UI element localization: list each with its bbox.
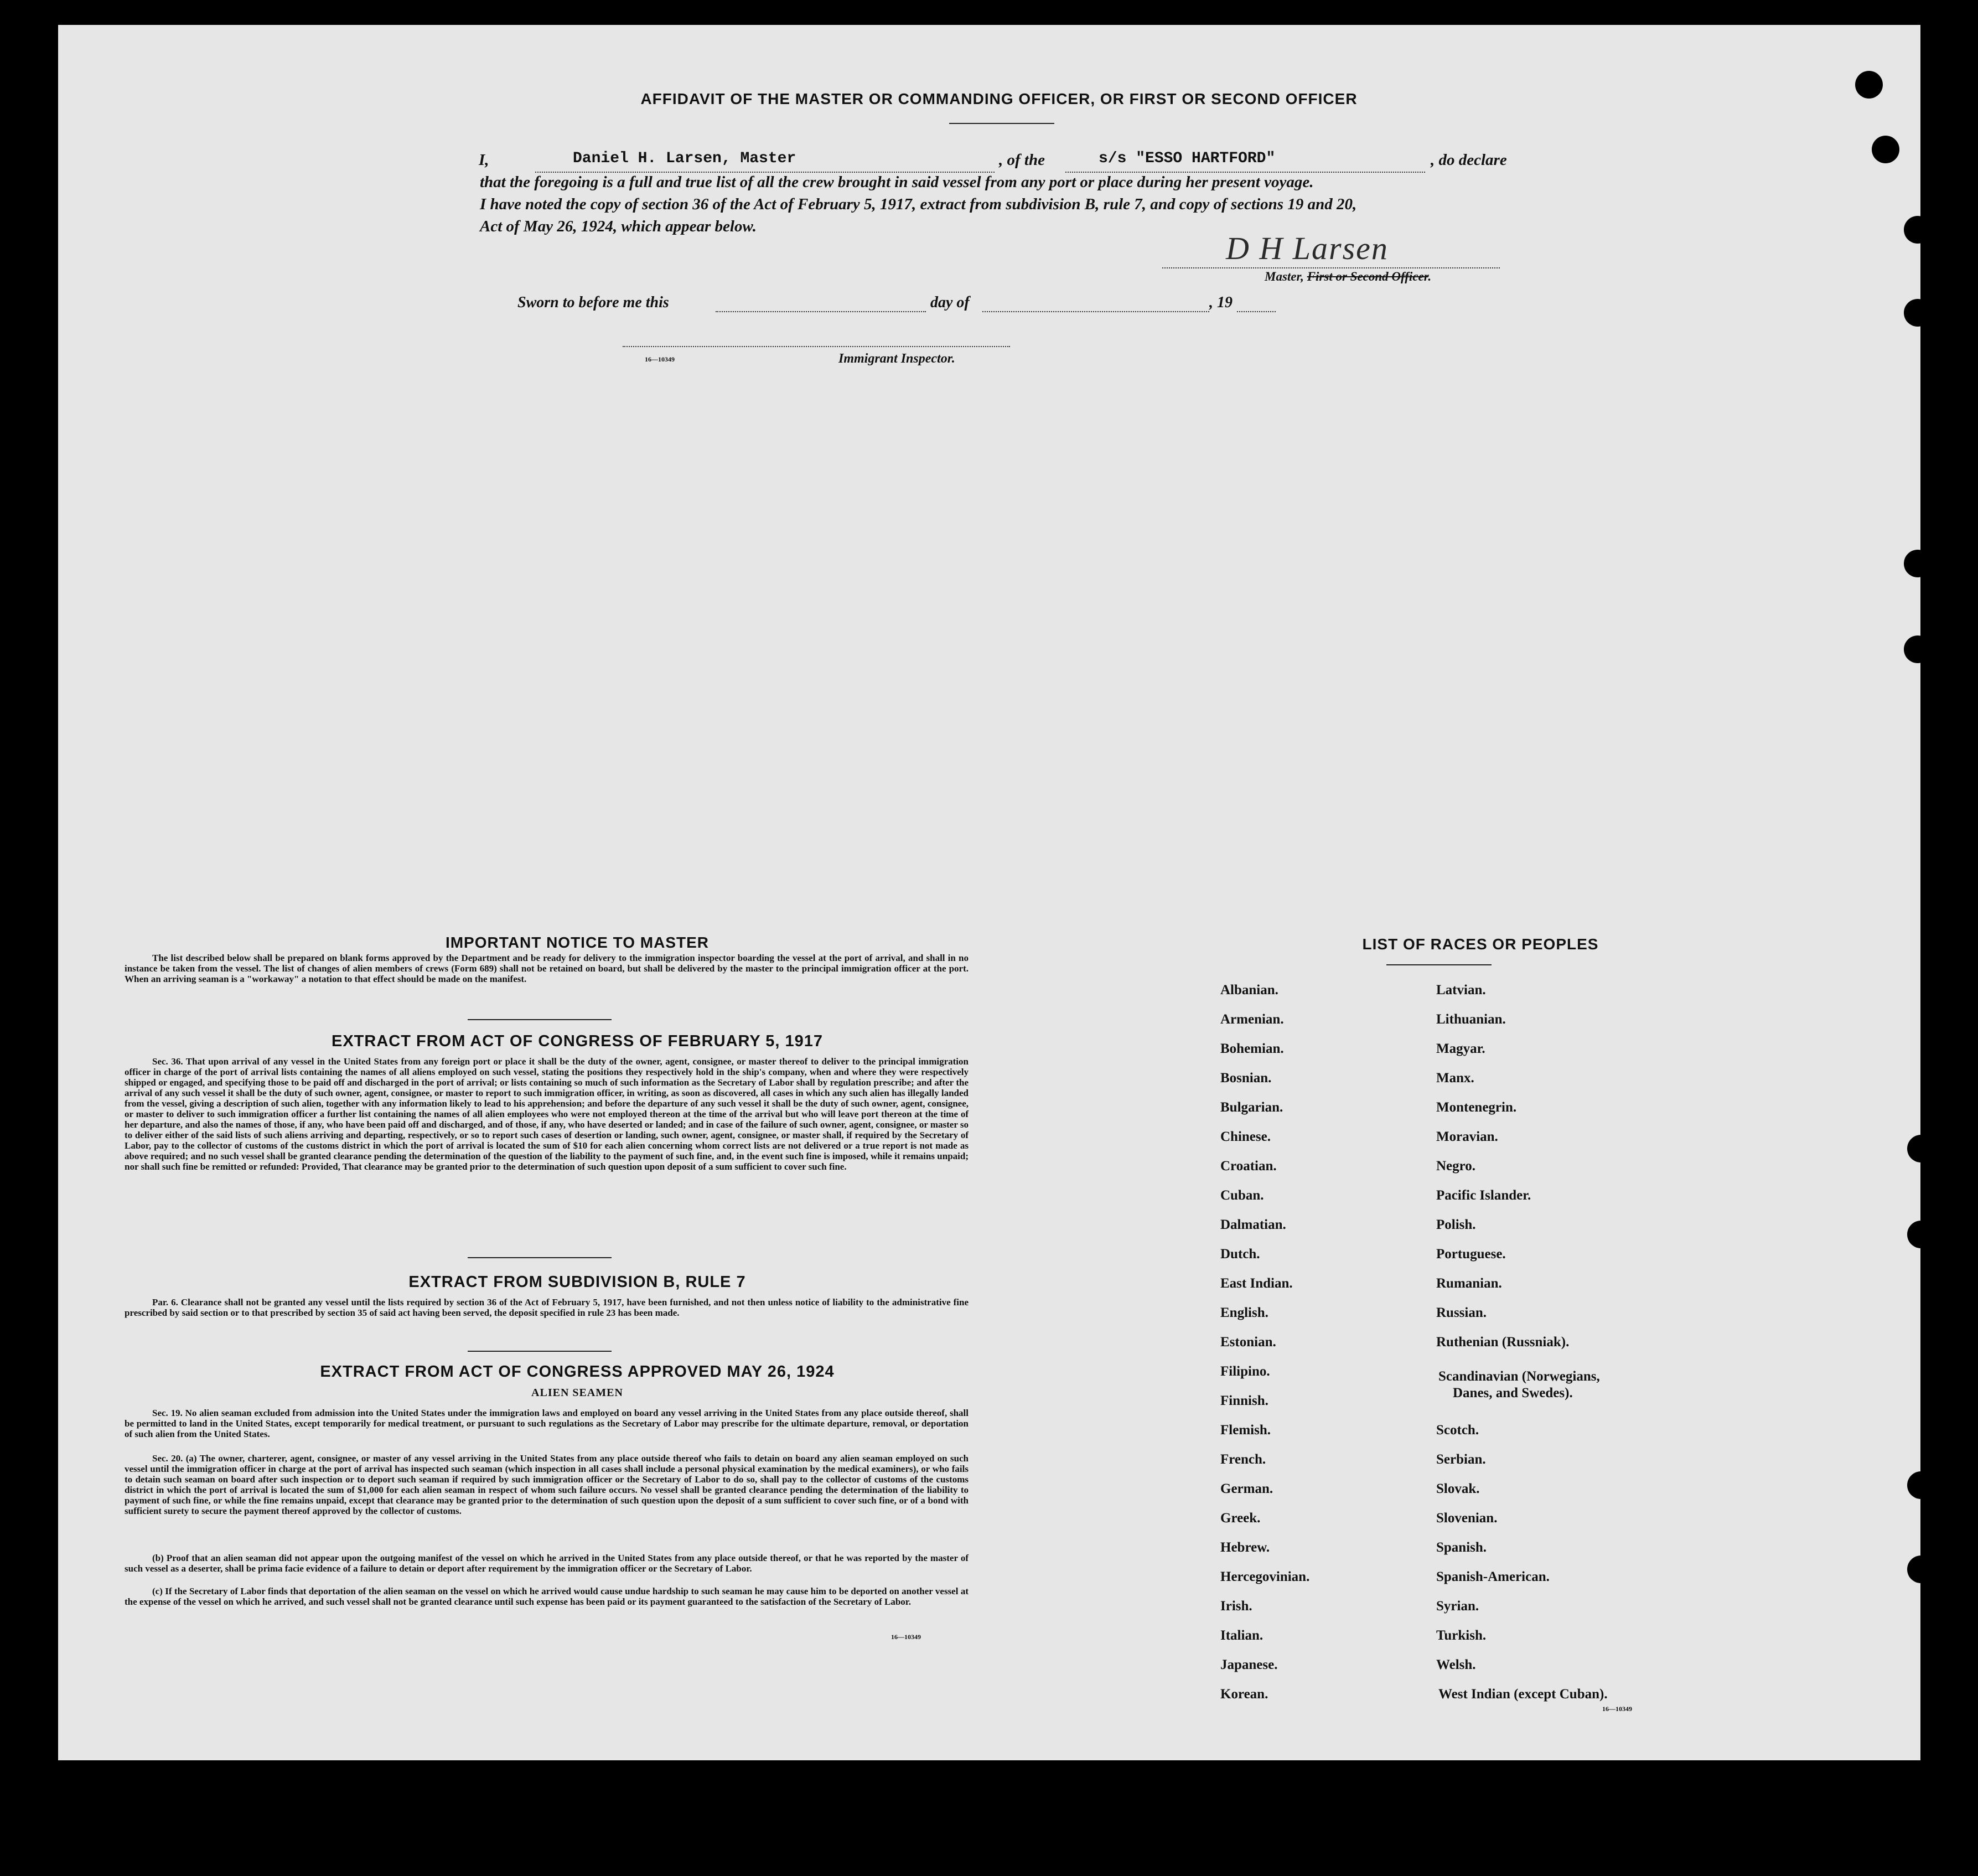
affidavit-line-4: Act of May 26, 1924, which appear below. xyxy=(480,218,757,235)
race-item: Finnish. xyxy=(1220,1393,1268,1408)
extract-1924-sec20a: Sec. 20. (a) The owner, charterer, agent, consignee, or master of any vessel arriving in the United States from any place outside thereof who fails to detain on board any alien seaman employed on such vessel until the immigration officer in charge at the port of arrival has inspected such seaman (which inspection in all cases shall include a personal physical examination by the medical examiners), or who fails to detain such seaman on board after such inspection or to deport such seaman if required by such immigration officer or the Secretary of Labor to do so, shall pay to the collector of customs of the customs district in which the port of arrival is located the sum of $1,000 for each alien seaman in respect of whom such failure occurs. No vessel shall be granted clearance pending the determination of the liability to payment of such fine, or while the fine remains unpaid, except that clearance may be granted prior to the determination of such question upon the deposit of a sum sufficient to cover such fine, or of a bond with sufficient surety to secure the payment thereof approved by the collector of customs. xyxy=(125,1453,969,1516)
race-item: Scandinavian (Norwegians, xyxy=(1438,1369,1600,1384)
signature-line xyxy=(1162,267,1500,268)
punch-hole xyxy=(1872,136,1899,163)
affidavit-title: AFFIDAVIT OF THE MASTER OR COMMANDING OFFICER, OR FIRST OR SECOND OFFICER xyxy=(640,90,1358,107)
race-item: Slovenian. xyxy=(1436,1511,1498,1526)
race-item: Lithuanian. xyxy=(1436,1012,1506,1027)
race-item: Hercegovinian. xyxy=(1220,1569,1310,1584)
extract-rule7-divider xyxy=(468,1351,612,1352)
race-item: Japanese. xyxy=(1220,1657,1278,1672)
extract-1917-title: EXTRACT FROM ACT OF CONGRESS OF FEBRUARY 5, 1917 xyxy=(331,1032,824,1050)
races-left-column xyxy=(1220,983,1386,1752)
races-divider xyxy=(1386,964,1492,965)
title-end-label: . xyxy=(1428,270,1432,283)
sworn-date-line xyxy=(716,311,926,312)
race-item: Slovak. xyxy=(1436,1481,1480,1496)
extract-1924-sec19: Sec. 19. No alien seaman excluded from admission into the United States under the immigration laws and employed on board any vessel arriving in the United States from any place outside thereof, shall be permitted to land in the United States, except temporarily for medical treatment, or pursuant to such regulations as the Secretary of Labor may prescribe for the ultimate departure, removal, or deportation of such alien from the United States. xyxy=(125,1408,969,1439)
races-right-column xyxy=(1436,983,1824,1752)
notice-divider xyxy=(468,1019,612,1020)
race-item: Syrian. xyxy=(1436,1599,1479,1614)
title-master-label: Master, xyxy=(1265,270,1304,283)
extract-rule7-title: EXTRACT FROM SUBDIVISION B, RULE 7 xyxy=(408,1273,746,1291)
race-item: Ruthenian (Russniak). xyxy=(1436,1335,1570,1350)
extract-1924-subtitle: ALIEN SEAMEN xyxy=(531,1387,623,1399)
punch-hole xyxy=(1904,299,1932,327)
race-item: Welsh. xyxy=(1436,1657,1476,1672)
master-name-field: Daniel H. Larsen, Master xyxy=(573,150,796,167)
race-item: Bohemian. xyxy=(1220,1041,1284,1056)
race-item: Irish. xyxy=(1220,1599,1252,1614)
punch-hole xyxy=(1904,550,1932,577)
form-number-top: 16—10349 xyxy=(645,355,675,363)
sworn-year-line xyxy=(1237,311,1276,312)
punch-hole xyxy=(1907,1471,1935,1499)
form-number-right: 16—10349 xyxy=(1602,1705,1632,1713)
race-item: Danes, and Swedes). xyxy=(1453,1386,1573,1400)
race-item: Spanish. xyxy=(1436,1540,1487,1555)
race-item: Dutch. xyxy=(1220,1247,1260,1262)
extract-1924-sec20c: (c) If the Secretary of Labor finds that deportation of the alien seaman on the vessel on which he arrived would cause undue hardship to such seaman he may cause him to be deported on another vessel at the expense of the vessel on which he arrived, and such vessel shall not be granted clearance until such expense has been paid or its payment guaranteed to the satisfaction of the Secretary of Labor. xyxy=(125,1586,969,1607)
form-number-left: 16—10349 xyxy=(891,1633,921,1641)
race-item: Estonian. xyxy=(1220,1335,1276,1350)
extract-rule7-text: Par. 6. Clearance shall not be granted any vessel until the lists required by section 36 of the Act of February 5, 1917, have been furnished, and not then unless notice of liability to the administrative fine prescribed by said section or to that prescribed by section 35 of said act having been served, the deposit specified in rule 23 has been made. xyxy=(125,1297,969,1318)
title-divider xyxy=(949,123,1054,124)
punch-hole xyxy=(1855,71,1883,99)
affidavit-i-label: I, xyxy=(479,151,489,169)
race-item: Cuban. xyxy=(1220,1188,1264,1203)
document-sheet xyxy=(58,25,1920,1760)
extract-1924-title: EXTRACT FROM ACT OF CONGRESS APPROVED MAY 26, 1924 xyxy=(320,1363,835,1381)
race-item: Korean. xyxy=(1220,1687,1268,1702)
punch-hole xyxy=(1932,73,1959,101)
punch-hole xyxy=(1904,635,1932,663)
title-struck-label: First or Second Officer xyxy=(1307,270,1428,283)
inspector-line xyxy=(623,346,1010,347)
race-item: Hebrew. xyxy=(1220,1540,1270,1555)
race-item: Albanian. xyxy=(1220,983,1278,998)
race-item: Spanish-American. xyxy=(1436,1569,1550,1584)
race-item: Manx. xyxy=(1436,1071,1474,1086)
handwritten-signature: D H Larsen xyxy=(1226,230,1389,266)
punch-hole xyxy=(1907,1555,1935,1583)
race-item: Croatian. xyxy=(1220,1159,1277,1174)
punch-hole xyxy=(1904,216,1932,244)
inspector-label: Immigrant Inspector. xyxy=(838,352,955,366)
race-item: Latvian. xyxy=(1436,983,1486,998)
affidavit-line-2: that the foregoing is a full and true list of all the crew brought in said vessel from any port or place during her present voyage. xyxy=(480,173,1314,191)
race-item: Bosnian. xyxy=(1220,1071,1272,1086)
race-item: Moravian. xyxy=(1436,1129,1498,1144)
sworn-label: Sworn to before me this xyxy=(517,294,669,311)
race-item: German. xyxy=(1220,1481,1273,1496)
race-item: Magyar. xyxy=(1436,1041,1485,1056)
race-item: Dalmatian. xyxy=(1220,1217,1286,1232)
extract-1917-text: Sec. 36. That upon arrival of any vessel in the United States from any foreign port or place it shall be the duty of the owner, agent, consignee, or master thereof to deliver to the principal immigration officer in charge of the port of arrival lists containing the names of all aliens employed on such vessel, stating the positions they respectively hold in the ship's company, when and where they were respectively shipped or engaged, and specifying those to be paid off and discharged in the port of arrival; or lists containing so much of such information as the Secretary of Labor shall by regulation prescribe; and after the arrival of any such vessel it shall be the duty of such owner, agent, consignee, or master to report to such immigration officer, in writing, as soon as discovered, all cases in which any such alien has illegally landed from the vessel, giving a description of such alien, together with any information likely to lead to his apprehension; and before the departure of any such vessel it shall be the duty of such owner, agent, consignee, or master to deliver to such immigration officer a further list containing the names of all alien employees who were not employed thereon at the time of the arrival but who will leave port thereon at the time of her departure, and also the names of those, if any, who have been paid off and discharged, and of those, if any, who have deserted or landed; and in case of the failure of such owner, agent, consignee, or master so to deliver either of the said lists of such aliens arriving and departing, respectively, or so to report such cases of desertion or landing, such owner, agent, consignee, or master shall, if required by the Secretary of Labor, pay to the collector of customs of the customs district in which the port of arrival is located the sum of $10 for each alien concerning whom correct lists are not delivered or a true report is not made as above required; and no such vessel shall be granted clearance pending the determination of the question of the liability to the payment of such fine, and, in the event such fine is imposed, while it remains unpaid; nor shall such fine be remitted or refunded: Provided, That clearance may be granted prior to the determination of such question upon deposit of a sum sufficient to cover such fine. xyxy=(125,1056,969,1172)
race-item: English. xyxy=(1220,1305,1268,1320)
do-declare-label: , do declare xyxy=(1431,151,1507,169)
race-item: Polish. xyxy=(1436,1217,1476,1232)
day-of-label: day of xyxy=(930,294,970,311)
punch-hole xyxy=(1907,1135,1935,1162)
vessel-field-line xyxy=(1065,172,1425,173)
race-item: East Indian. xyxy=(1220,1276,1293,1291)
race-item: Serbian. xyxy=(1436,1452,1486,1467)
signatory-title xyxy=(1265,270,1431,284)
race-item: Flemish. xyxy=(1220,1423,1271,1438)
race-item: Portuguese. xyxy=(1436,1247,1506,1262)
race-item: Turkish. xyxy=(1436,1628,1487,1643)
year-label: , 19 xyxy=(1209,294,1233,311)
affidavit-line-3: I have noted the copy of section 36 of the Act of February 5, 1917, extract from subdivision B, rule 7, and copy of sections 19 and 20, xyxy=(480,195,1357,213)
of-the-label: , of the xyxy=(999,151,1045,169)
race-item: Negro. xyxy=(1436,1159,1476,1174)
race-item: Chinese. xyxy=(1220,1129,1271,1144)
race-item: Bulgarian. xyxy=(1220,1100,1283,1115)
races-title: LIST OF RACES OR PEOPLES xyxy=(1362,936,1599,953)
race-item: Scotch. xyxy=(1436,1423,1479,1438)
race-item: Filipino. xyxy=(1220,1364,1270,1379)
notice-text: The list described below shall be prepared on blank forms approved by the Department and be ready for delivery to the immigration inspector boarding the vessel at the port of arrival, and shall in no instance be taken from the vessel. The list of changes of alien members of crews (Form 689) shall not be retained on board, but shall be delivered by the master to the principal immigration officer at the port. When an arriving seaman is a "workaway" a notation to that effect should be made on the manifest. xyxy=(125,953,969,984)
race-item: Russian. xyxy=(1436,1305,1487,1320)
name-field-line xyxy=(535,172,995,173)
race-item: Pacific Islander. xyxy=(1436,1188,1531,1203)
race-item: Italian. xyxy=(1220,1628,1264,1643)
extract-1924-sec20b: (b) Proof that an alien seaman did not appear upon the outgoing manifest of the vessel on which he arrived in the United States from any place outside thereof, or that he was reported by the master of such vessel as a deserter, shall be prima facie evidence of a failure to detain or deport after requirement by the immigration officer or the Secretary of Labor. xyxy=(125,1553,969,1574)
race-item: French. xyxy=(1220,1452,1266,1467)
race-item: Armenian. xyxy=(1220,1012,1284,1027)
race-item: Rumanian. xyxy=(1436,1276,1502,1291)
race-item: Montenegrin. xyxy=(1436,1100,1517,1115)
notice-title: IMPORTANT NOTICE TO MASTER xyxy=(445,934,710,951)
vessel-name-field: s/s "ESSO HARTFORD" xyxy=(1099,150,1276,167)
extract-1917-divider xyxy=(468,1257,612,1258)
race-item: West Indian (except Cuban). xyxy=(1438,1687,1608,1702)
race-item: Greek. xyxy=(1220,1511,1261,1526)
punch-hole xyxy=(1907,1221,1935,1248)
sworn-month-line xyxy=(982,311,1209,312)
